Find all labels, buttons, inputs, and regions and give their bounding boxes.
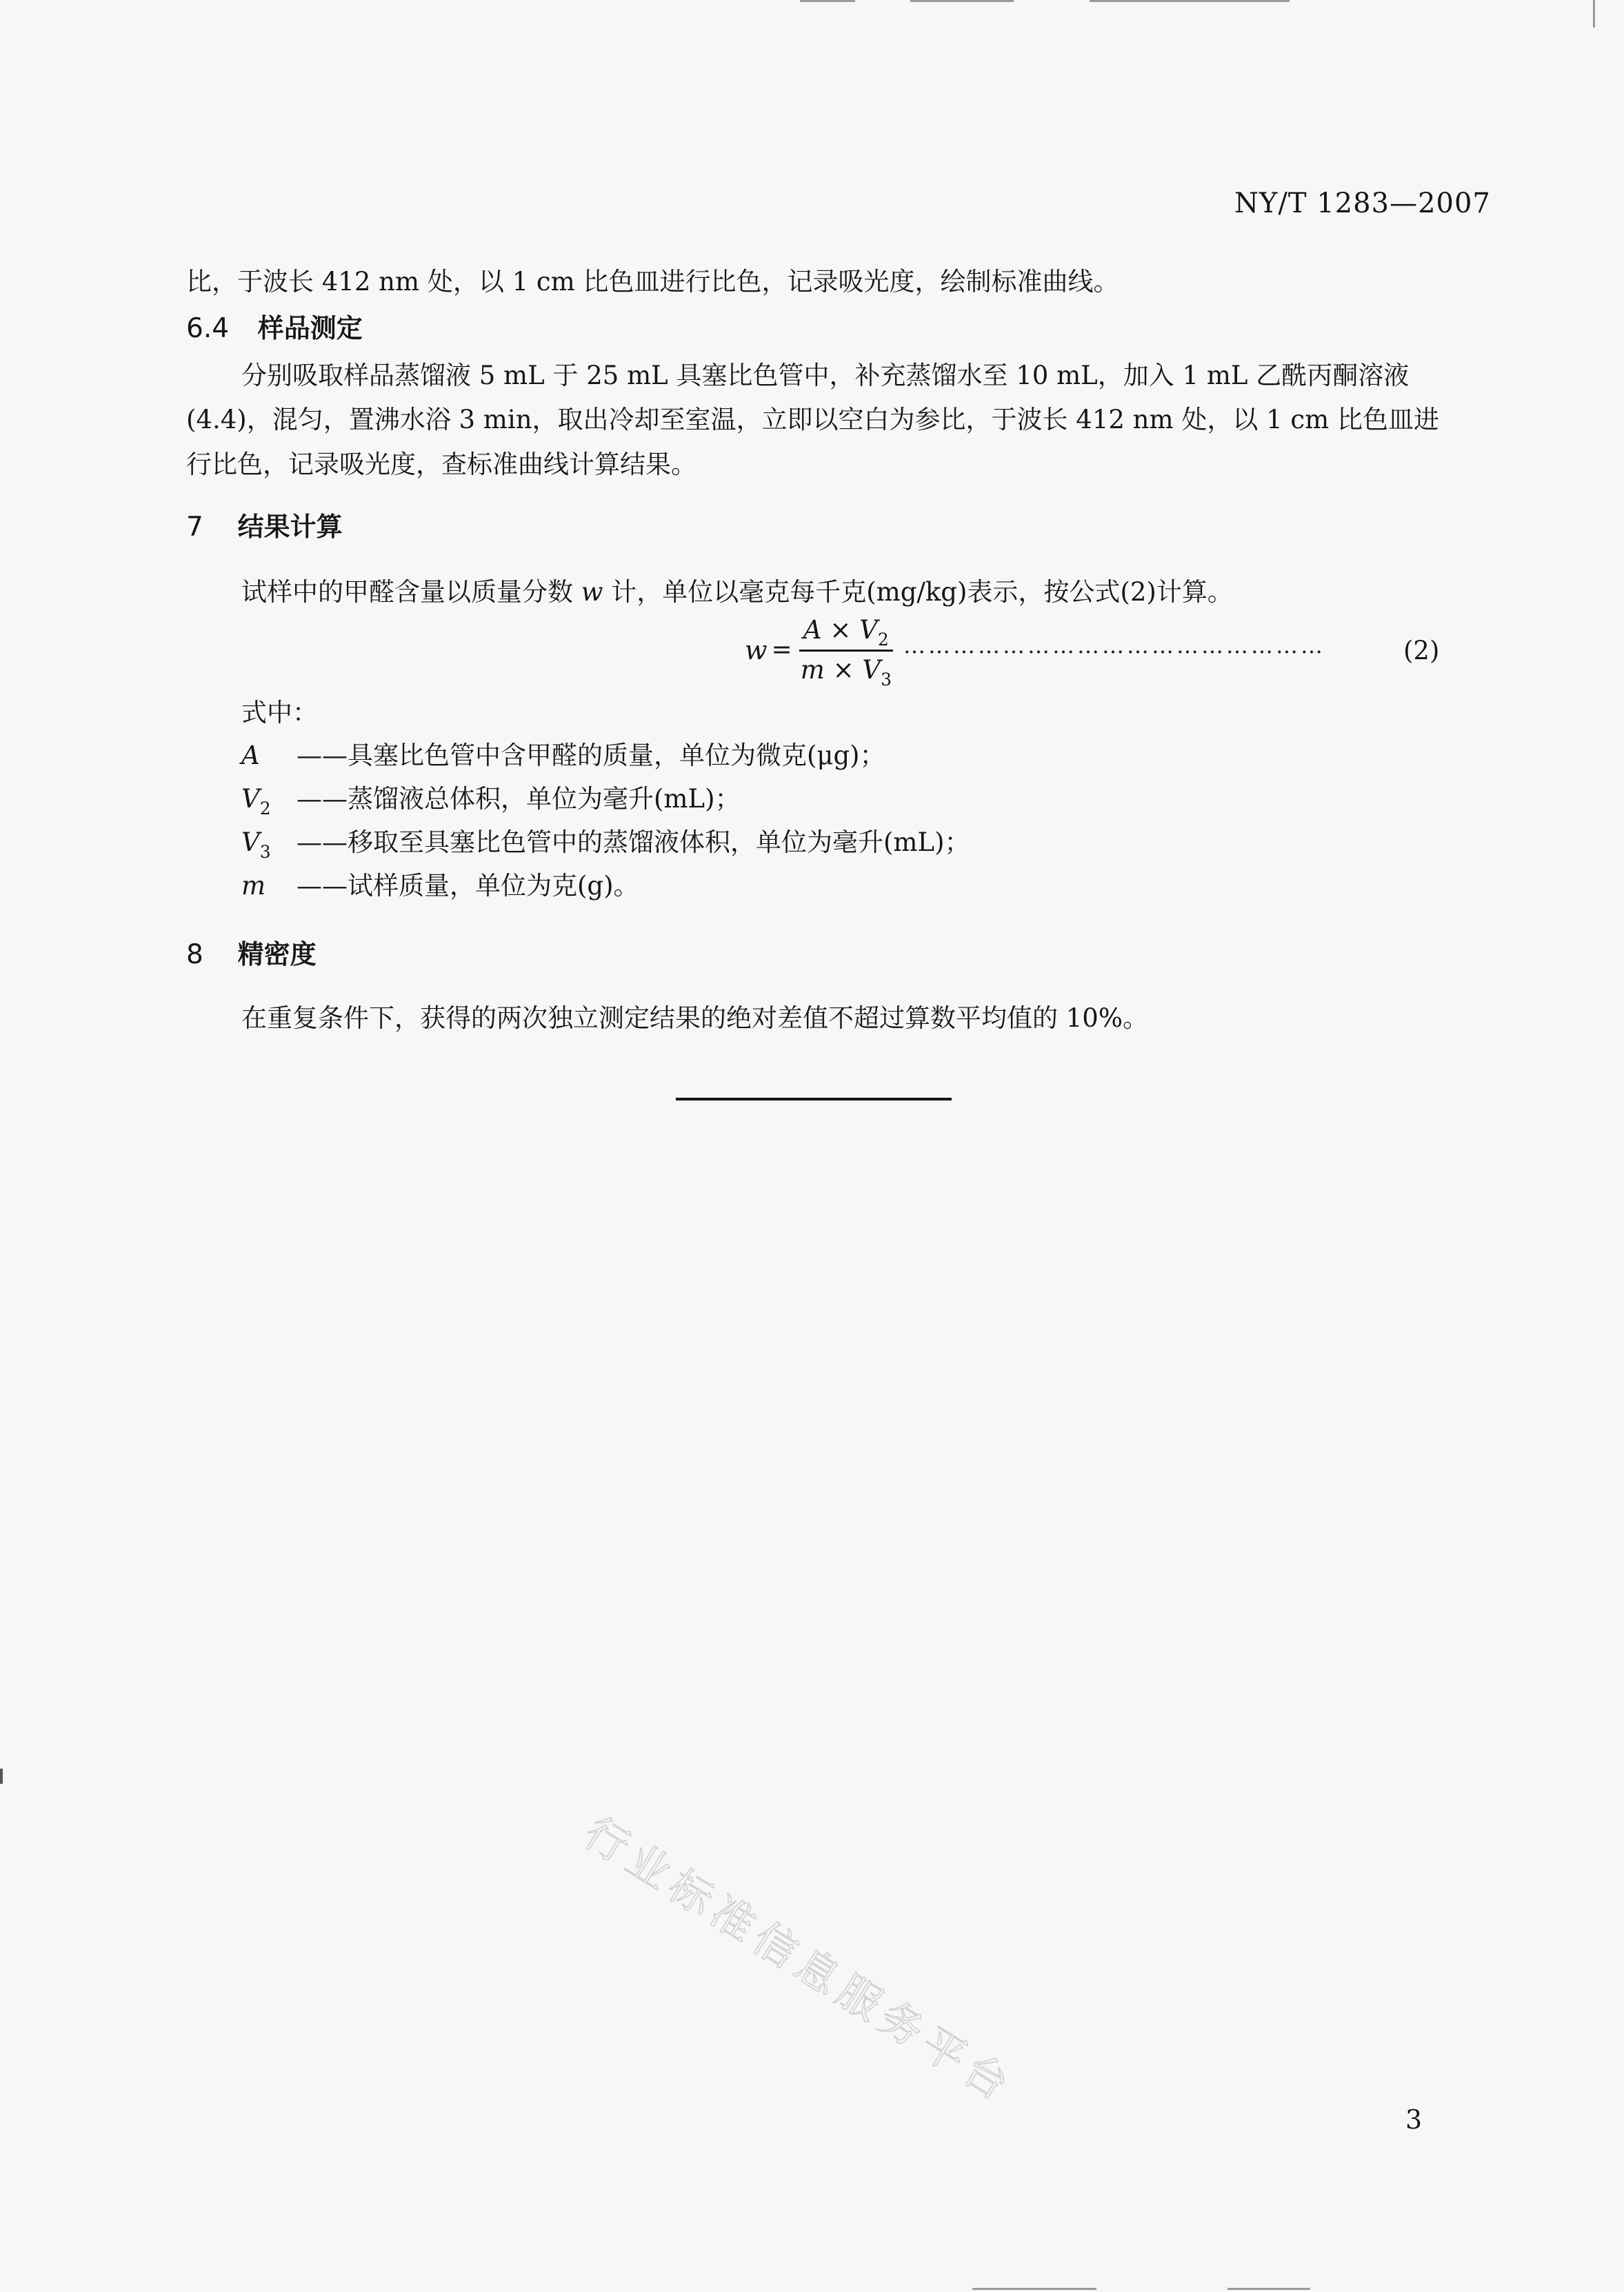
scan-edge-mark bbox=[800, 0, 855, 2]
section-title: 结果计算 bbox=[237, 511, 343, 542]
definition-symbol: m bbox=[241, 871, 266, 901]
section-6-4-line: (4.4)，混匀，置沸水浴 3 min，取出冷却至室温，立即以空白为参比，于波长 412 nm 处，以 1 cm 比色皿进 bbox=[186, 405, 1439, 434]
definition-item bbox=[241, 827, 970, 862]
end-of-text-rule bbox=[676, 1098, 952, 1100]
formula-numerator: $A \times V_2$ bbox=[799, 617, 893, 652]
section-6-4-line: 行比色，记录吸光度，查标准曲线计算结果。 bbox=[186, 450, 696, 479]
scan-edge-mark bbox=[1593, 0, 1595, 28]
definition-symbol: A bbox=[241, 741, 260, 770]
section-6-4-line: 分别吸取样品蒸馏液 5 mL 于 25 mL 具塞比色管中，补充蒸馏水至 10 mL，加入 1 mL 乙酰丙酮溶液 bbox=[241, 361, 1410, 390]
section-8-paragraph: 在重复条件下，获得的两次独立测定结果的绝对差值不超过算数平均值的 10%。 bbox=[241, 1003, 1148, 1033]
section-6-4-heading bbox=[186, 312, 363, 344]
definition-text: ——蒸馏液总体积，单位为毫升(mL)； bbox=[297, 784, 741, 814]
definition-text: ——具塞比色管中含甲醛的质量，单位为微克(μg)； bbox=[297, 741, 885, 770]
section-number: 7 bbox=[186, 512, 203, 543]
section-7-heading bbox=[186, 511, 343, 543]
definition-item bbox=[241, 784, 741, 818]
section-title: 样品测定 bbox=[257, 312, 363, 343]
definition-symbol: $V_2$ bbox=[241, 784, 271, 818]
formula-equals: = bbox=[771, 635, 792, 664]
definition-text: ——移取至具塞比色管中的蒸馏液体积，单位为毫升(mL)； bbox=[297, 827, 970, 857]
formula-number: (2) bbox=[1403, 636, 1440, 665]
watermark: 行业标准信息服务平台 bbox=[575, 1807, 1023, 2113]
definition-item bbox=[241, 743, 885, 768]
section-7-intro: 试样中的甲醛含量以质量分数 w 计，单位以毫克每千克(mg/kg)表示，按公式(2)计算。 bbox=[241, 577, 1233, 607]
formula-lhs: w bbox=[745, 634, 768, 665]
definition-symbol: $V_3$ bbox=[241, 827, 271, 862]
page-number: 3 bbox=[1405, 2104, 1423, 2135]
scan-edge-mark bbox=[1227, 2288, 1310, 2290]
standard-number: NY/T 1283—2007 bbox=[1234, 188, 1491, 219]
formula-leader-dots: …………………………………………… bbox=[903, 632, 1325, 659]
where-label: 式中： bbox=[241, 698, 318, 727]
section-8-heading bbox=[186, 938, 317, 970]
section-number: 8 bbox=[186, 939, 203, 970]
section-title: 精密度 bbox=[237, 938, 317, 969]
scan-edge-mark bbox=[0, 1769, 3, 1784]
section-number: 6.4 bbox=[186, 313, 230, 344]
formula-denominator: $m \times V_3$ bbox=[800, 655, 892, 690]
continuation-paragraph: 比，于波长 412 nm 处，以 1 cm 比色皿进行比色，记录吸光度，绘制标准曲线。 bbox=[186, 267, 1119, 296]
scan-edge-mark bbox=[1090, 0, 1290, 2]
definition-item bbox=[241, 871, 639, 901]
formula-fraction bbox=[796, 615, 896, 690]
definition-text: ——试样质量，单位为克(g)。 bbox=[297, 871, 639, 901]
mass-fraction-symbol: w bbox=[581, 577, 603, 607]
scan-edge-mark bbox=[910, 0, 1014, 2]
formula-2 bbox=[745, 615, 896, 690]
scan-edge-mark bbox=[972, 2288, 1096, 2290]
